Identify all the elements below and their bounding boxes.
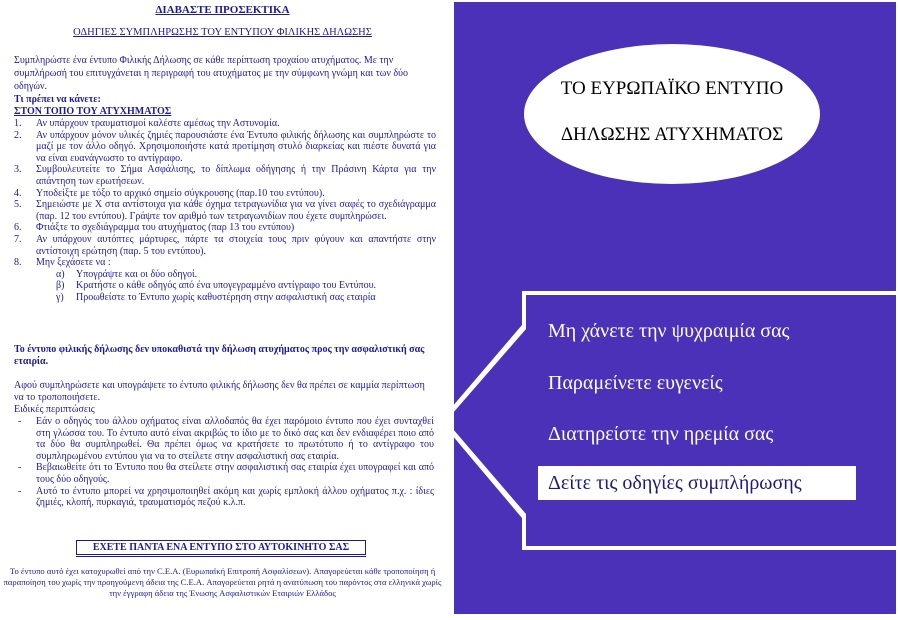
intro-paragraph: Συμπληρώστε ένα έντυπο Φιλικής Δήλωσης σε κάθε περίπτωση τροχαίου ατυχήματος. Με την συμπλήρωσή του επιτυγχάνεται η περιγραφή του ατυχήματος με την σύμφωνη γνώμη και των δύο οδηγών. [14,55,409,92]
dash-bullet: - [18,485,22,497]
page-subheading: ΟΔΗΓΙΕΣ ΣΥΜΠΛΗΡΩΣΗΣ ΤΟΥ ΕΝΤΥΠΟΥ ΦΙΛΙΚΗΣ ΔΗΛΩΣΗΣ [73,27,372,38]
case-item [14,462,434,485]
step-text: Συμβουλευτείτε το Σήμα Ασφάλισης, το δίπλωμα οδήγησης ή την Πράσινη Κάρτα για την απάντηση των ερωτήσεων. [36,164,436,187]
step-text: Αν υπάρχουν μόνον υλικές ζημιές παρουσιάστε ένα Έντυπο φιλικής δήλωσης και συμπληρώστε το μαζί με τον άλλο οδηγό. Χρησιμοποιήστε κατά προτίμηση στυλό διαρκείας και πιέστε δυνατά για να είναι ευανάγνωστο το αντίγραφο. [36,129,436,164]
step-text: Μην ξεχάσετε να : [36,257,111,269]
step-item [14,234,436,257]
step-number: 5. [14,199,22,211]
instructions-page [0,0,445,620]
case-text: Αυτό το έντυπο μπορεί να χρησιμοποιηθεί ακόμη και χωρίς εμπλοκή άλλου οχήματος π.χ. : ίδιες ζημιές, κλοπή, πυρκαγιά, τραυματισμός πεζού κ.λ.π. [36,485,434,509]
step-number: 6. [14,222,22,234]
sub-steps-list [36,269,436,304]
sub-step-letter: α) [56,268,65,280]
step-item [14,222,436,234]
case-text: Βεβαιωθείτε ότι το Έντυπο που θα στείλετε στην ασφαλιστική σας εταιρία έχει υπογραφεί και από τους δύο οδηγούς. [36,462,434,485]
sub-step-item [36,292,436,304]
case-item [14,416,434,462]
after-signing-note: Αφού συμπληρώσετε και υπογράψετε το έντυπο φιλικής δήλωσης δεν θα πρέπει σε καμμία περίπτωση να το τροποποιήσετε. [14,380,425,403]
sub-step-text: Κρατήστε ο κάθε οδηγός από ένα υπογεγραμμένο αντίγραφο του Εντύπου. [76,280,377,292]
case-item [14,486,434,509]
step-text: Αν υπάρχουν αυτόπτες μάρτυρες, πάρτε τα στοιχεία τους πριν φύγουν και απαντήστε στην αντίστοιχη ερώτηση (παρ. 5 του εντύπου). [36,233,436,257]
cover-panel [454,2,896,614]
step-item [14,130,436,165]
dash-bullet: - [18,416,22,427]
step-text: Υποδείξτε με τόξο το αρχικό σημείο σύγκρουσης (παρ.10 του εντύπου). [36,187,325,199]
sub-step-text: Υπογράψτε και οι δύο οδηγοί. [76,268,198,280]
special-cases-list [14,416,434,509]
step-item [14,164,436,187]
step-number: 1. [14,118,22,129]
sub-step-item [36,280,436,292]
steps-list [14,118,436,304]
title-line-2: ΔΗΛΩΣΗΣ ΑΤΥΧΗΜΑΤΟΣ [560,124,784,145]
step-number: 3. [14,164,22,176]
keep-form-box: ΕΧΕΤΕ ΠΑΝΤΑ ΕΝΑ ΕΝΤΥΠΟ ΣΤΟ ΑΥΤΟΚΙΝΗΤΟ ΣΑΣ [76,540,366,555]
step-text: Σημειώστε με Χ στα αντίστοιχα για κάθε όχημα τετραγωνίδια για να γίνει σαφές το σχεδιάγραμμα (παρ. 12 του εντύπου). Γράψτε τον αριθμό των τετραγωνιδίων που έχετε συμπληρώσει. [36,199,436,222]
step-number: 4. [14,187,22,199]
sub-step-letter: β) [56,280,65,292]
step-item [14,118,436,130]
sub-step-letter: γ) [56,291,64,303]
message-stay-calm: Μη χάνετε την ψυχραιμία σας [548,320,790,342]
sub-step-text: Προωθείστε το Έντυπο χωρίς καθυστέρηση στην ασφαλιστική σας εταιρία [76,291,376,303]
step-text: Αν υπάρχουν τραυματισμοί καλέστε αμέσως την Αστυνομία. [36,118,280,129]
special-cases-heading: Ειδικές περιπτώσεις [14,404,95,415]
title-line-1: ΤΟ ΕΥΡΩΠΑΪΚΟ ΕΝΤΥΠΟ [560,78,784,99]
step-text: Φτιάξτε το σχεδιάγραμμα του ατυχήματος (παρ 13 του εντύπου) [36,222,295,234]
warning-note: Το έντυπο φιλικής δήλωσης δεν υποκαθιστά την δήλωση ατυχήματος προς την ασφαλιστική σας εταιρία. [14,344,425,367]
message-stay-polite: Παραμείνετε ευγενείς [548,372,723,394]
page-heading: ΔΙΑΒΑΣΤΕ ΠΡΟΣΕΚΤΙΚΑ [155,4,290,16]
step-item [14,199,436,222]
case-text: Εάν ο οδηγός του άλλου οχήματος είναι αλλοδαπός θα έχει παρόμοιο έντυπο που έχει συνταχθεί στη γλώσσα του. Το έντυπο αυτό είναι ακριβώς το ίδιο με το δικό σας και δεν ενδιαφέρει ποιο από τα δύο θα συμπληρωθεί. Θα πρέπει όμως να κρατήσετε το πρωτότυπο ή το αντίγραφο του συμπληρωμένου εντύπου για να το στείλετε στην ασφαλιστική σας εταιρία. [36,416,434,462]
step-item [14,257,436,303]
copyright-footer: Το έντυπο αυτό έχει κατοχυρωθεί από την C.E.A. (Ευρωπαϊκή Επιτροπή Ασφαλίσεων). Απαγορεύεται κάθε τροποποίηση ή παραποίηση του χωρίς την προηγούμενη άδεια της C.E.A. Απαγορεύεται ρητά η ανατύπωση του παρόντος στα ελληνικά χωρίς την έγγραφη άδεια της Ένωσης Ασφαλιστικών Εταιριών Ελλάδος [3,566,442,598]
step-item [14,188,436,200]
step-number: 8. [14,257,22,269]
sub-step-item [36,269,436,281]
step-number: 7. [14,233,22,245]
at-scene-heading: ΣΤΟΝ ΤΟΠΟ ΤΟΥ ΑΤΥΧΗΜΑΤΟΣ [14,106,172,117]
message-see-instructions: Δείτε τις οδηγίες συμπλήρωσης [538,466,856,500]
what-to-do-label: Τι πρέπει να κάνετε: [14,94,101,105]
dash-bullet: - [18,462,22,474]
message-keep-calm: Διατηρείστε την ηρεμία σας [548,423,774,445]
title-oval [524,44,820,184]
step-number: 2. [14,129,22,141]
